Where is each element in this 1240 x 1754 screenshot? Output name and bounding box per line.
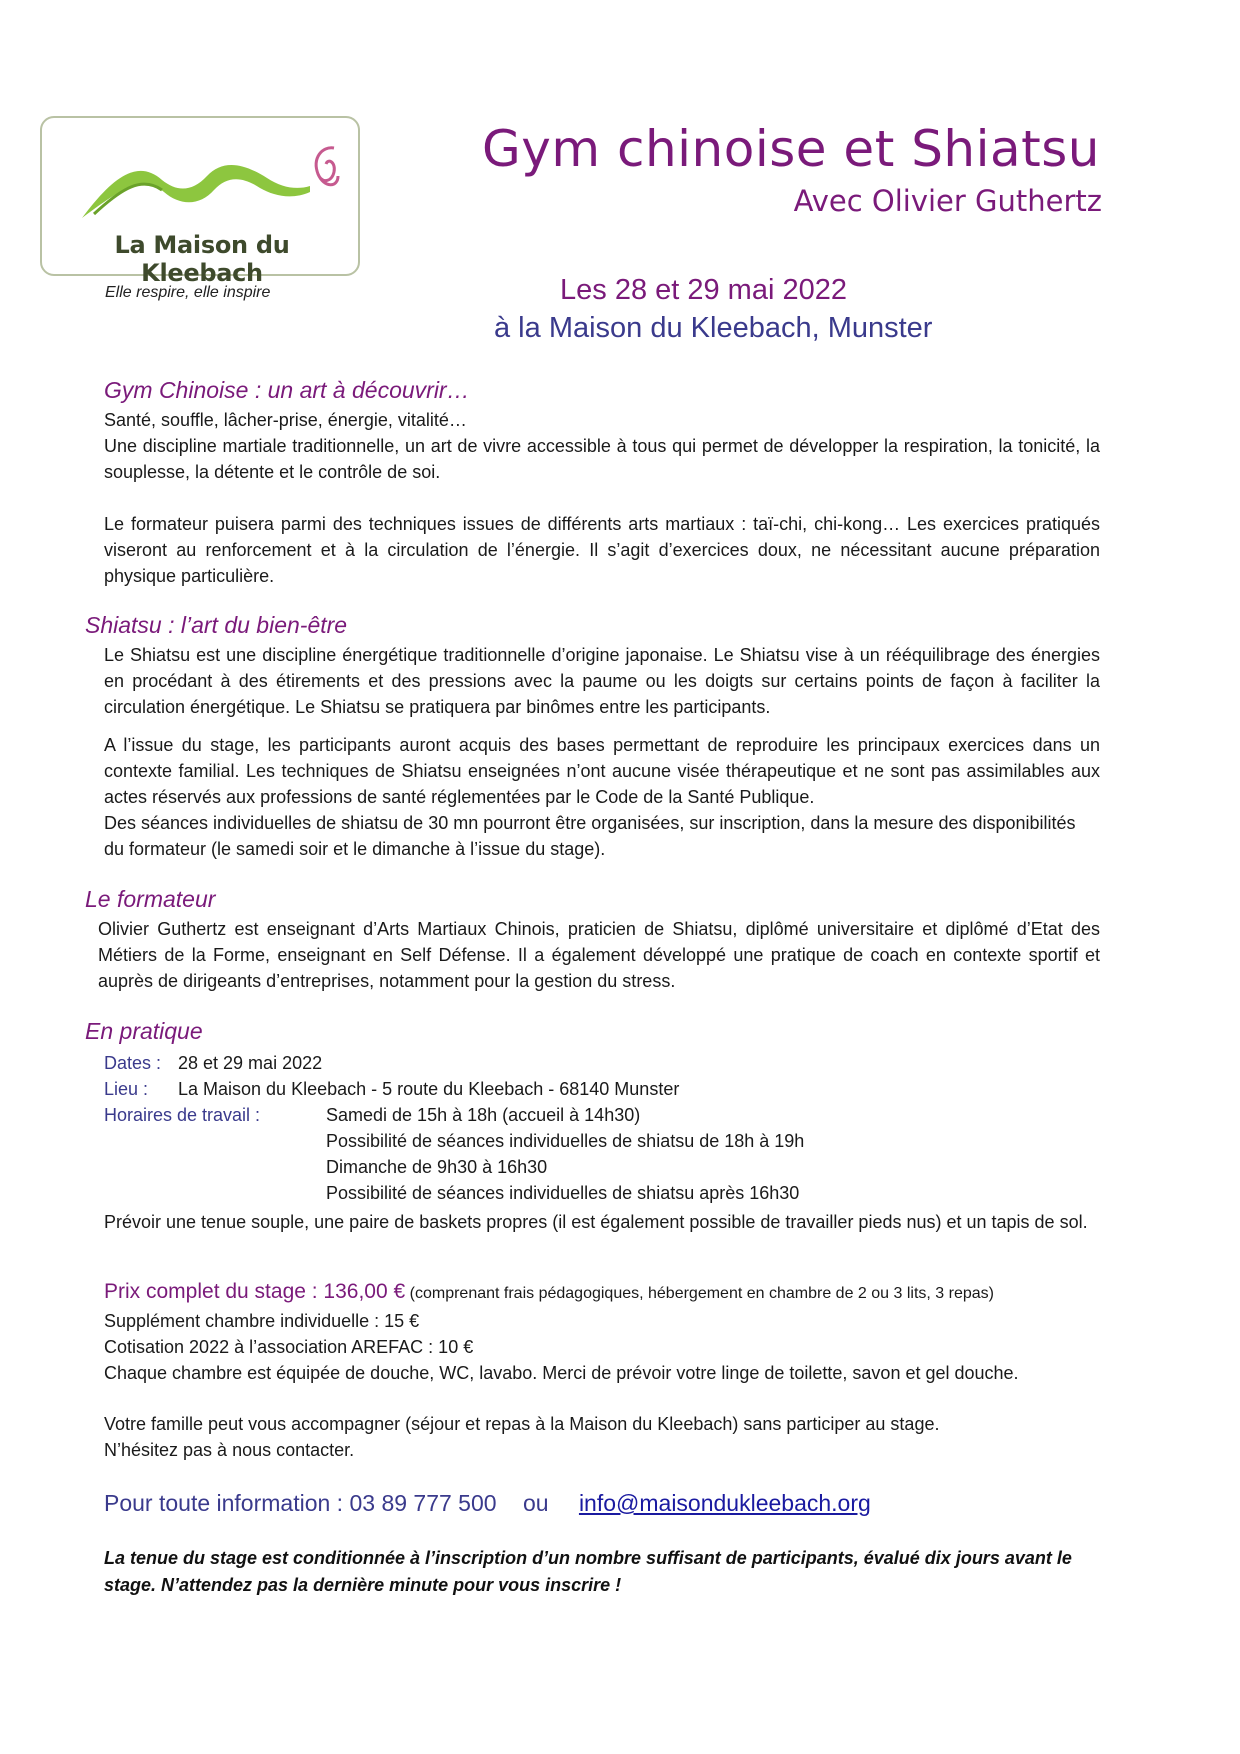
- info-or: ou: [522, 1490, 549, 1516]
- horaire-line-2: Possibilité de séances individuelles de shiatsu de 18h à 19h: [326, 1131, 805, 1151]
- info-line: [104, 1490, 871, 1517]
- supplement-text: Supplément chambre individuelle : 15 €: [104, 1311, 420, 1331]
- horaire-line-4: Possibilité de séances individuelles de shiatsu après 16h30: [326, 1183, 800, 1203]
- dates-value: 28 et 29 mai 2022: [178, 1053, 323, 1073]
- horaires-label: Horaires de travail :: [104, 1105, 261, 1125]
- gym-paragraph-1: Une discipline martiale traditionnelle, un art de vivre accessible à tous qui permet de développer la respiration, la tonicité, la souplesse, la détente et le contrôle de soi.: [104, 436, 1100, 482]
- price-label: Prix complet du stage : 136,00 €: [104, 1280, 406, 1303]
- price-line: [104, 1280, 994, 1304]
- page-title: Gym chinoise et Shiatsu: [482, 120, 1100, 178]
- lieu-value: La Maison du Kleebach - 5 route du Kleebach - 68140 Munster: [178, 1079, 680, 1099]
- dates-label: Dates :: [104, 1053, 162, 1073]
- section-heading-pratique: En pratique: [85, 1018, 203, 1044]
- price-note: (comprenant frais pédagogiques, hébergement en chambre de 2 ou 3 lits, 3 repas): [409, 1285, 994, 1302]
- horaire-line-3: Dimanche de 9h30 à 16h30: [326, 1157, 548, 1177]
- email-link[interactable]: info@maisondukleebach.org: [578, 1490, 871, 1516]
- tagline: Elle respire, elle inspire: [105, 284, 271, 301]
- registration-notice: La tenue du stage est conditionnée à l’inscription d’un nombre suffisant de participants, évalué dix jours avant le stage. N’attendez pas la dernière minute pour vous inscrire !: [104, 1548, 1072, 1595]
- info-phone-text: Pour toute information : 03 89 777 500: [104, 1490, 497, 1516]
- shiatsu-paragraph-2: A l’issue du stage, les participants auront acquis des bases permettant de reproduire les principaux exercices dans un contexte familial. Les techniques de Shiatsu enseignées n’ont aucune visée thérapeutique et ne sont pas assimilables aux actes réservés aux professions de santé réglementées par le Code de la Santé Publique.: [104, 735, 1100, 807]
- horaire-line-1: Samedi de 15h à 18h (accueil à 14h30): [326, 1105, 641, 1125]
- event-place: à la Maison du Kleebach, Munster: [494, 312, 933, 344]
- section-heading-formateur: Le formateur: [85, 886, 216, 912]
- lieu-label: Lieu :: [104, 1079, 149, 1099]
- section-heading-gym: Gym Chinoise : un art à découvrir…: [104, 377, 470, 403]
- famille-text: Votre famille peut vous accompagner (séjour et repas à la Maison du Kleebach) sans participer au stage.: [104, 1414, 940, 1434]
- gym-paragraph-2: Le formateur puisera parmi des techniques issues de différents arts martiaux : taï-chi, chi-kong… Les exercices pratiqués viseront au renforcement et à la circulation de l’énergie. Il s’agit d’exercices doux, ne nécessitant aucune préparation physique particulière.: [104, 514, 1100, 586]
- logo-name: La Maison du Kleebach: [114, 231, 290, 287]
- page-subtitle: Avec Olivier Guthertz: [793, 184, 1102, 218]
- gym-keywords: Santé, souffle, lâcher-prise, énergie, vitalité…: [104, 410, 467, 430]
- shiatsu-paragraph-3: Des séances individuelles de shiatsu de 30 mn pourront être organisées, sur inscription, dans la mesure des disponibilités du formateur (le samedi soir et le dimanche à l’issue du stage).: [104, 813, 1076, 859]
- logo: [40, 116, 360, 287]
- formateur-paragraph: Olivier Guthertz est enseignant d’Arts Martiaux Chinois, praticien de Shiatsu, diplômé universitaire et diplômé d’Etat des Métiers de la Forme, enseignant en Self Défense. Il a également développé une pratique de coach en contexte sportif et auprès de dirigeants d’entreprises, notamment pour la gestion du stress.: [98, 919, 1100, 991]
- shiatsu-paragraph-1: Le Shiatsu est une discipline énergétique traditionnelle d’origine japonaise. Le Shiatsu vise à un rééquilibrage des énergies en procédant à des étirements et des pressions avec la paume ou les doigts sur certains points de façon à faciliter la circulation énergétique. Le Shiatsu se pratiquera par binômes entre les participants.: [104, 645, 1100, 717]
- mountain-logo-icon: [42, 118, 358, 228]
- tenue-text: Prévoir une tenue souple, une paire de baskets propres (il est également possible de travailler pieds nus) et un tapis de sol.: [104, 1212, 1088, 1232]
- section-heading-shiatsu: Shiatsu : l’art du bien-être: [85, 612, 348, 638]
- chambre-text: Chaque chambre est équipée de douche, WC, lavabo. Merci de prévoir votre linge de toilette, savon et gel douche.: [104, 1363, 1019, 1383]
- cotisation-text: Cotisation 2022 à l’association AREFAC : 10 €: [104, 1337, 474, 1357]
- contact-text: N’hésitez pas à nous contacter.: [104, 1440, 355, 1460]
- event-dates: Les 28 et 29 mai 2022: [560, 274, 847, 306]
